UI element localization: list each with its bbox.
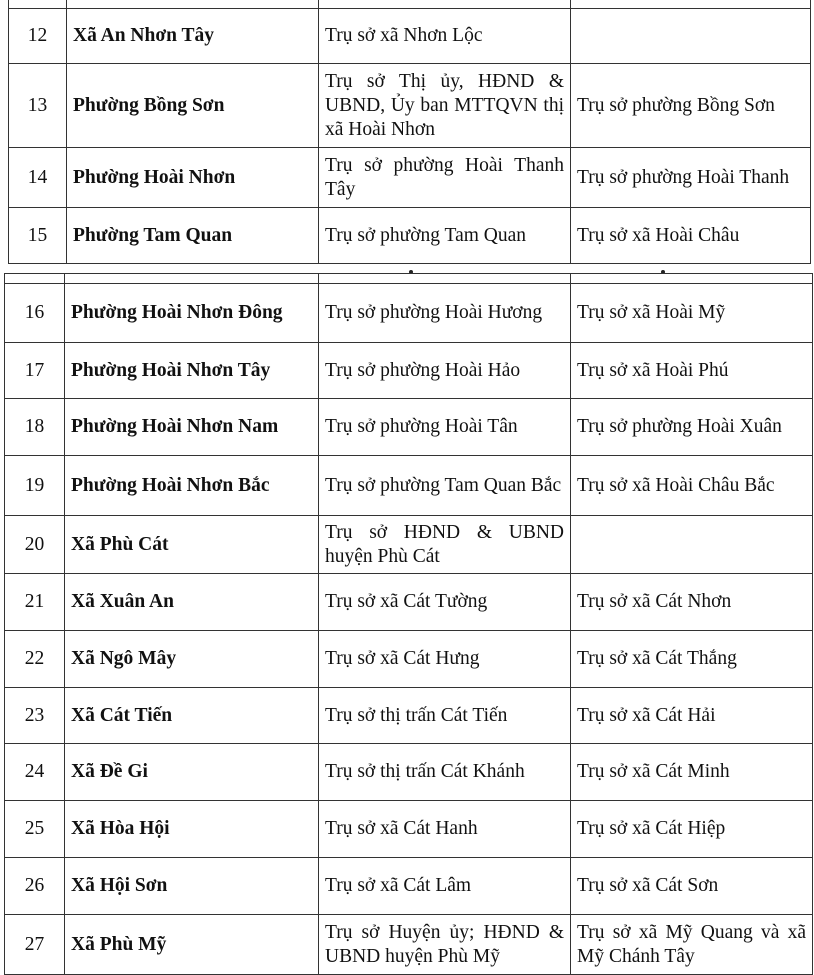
table-row — [5, 744, 813, 801]
admin-units-table-part-2 — [4, 273, 813, 975]
unit-name: Phường Bồng Sơn — [67, 64, 319, 148]
row-number: 22 — [5, 631, 65, 688]
secondary-headquarters — [571, 516, 813, 574]
unit-name: Xã Cát Tiến — [65, 688, 319, 744]
new-headquarters: Trụ sở xã Cát Hưng — [319, 631, 571, 688]
row-number: 14 — [9, 148, 67, 208]
new-headquarters: Trụ sở Huyện ủy; HĐND & UBND huyện Phù Mỹ — [319, 915, 571, 975]
new-headquarters: Trụ sở phường Hoài Thanh Tây — [319, 148, 571, 208]
new-headquarters: Trụ sở thị trấn Cát Tiến — [319, 688, 571, 744]
secondary-headquarters: Trụ sở xã Hoài Châu — [571, 208, 811, 264]
row-number: 16 — [5, 284, 65, 343]
new-headquarters: Trụ sở phường Hoài Hương — [319, 284, 571, 343]
table-row — [5, 274, 813, 284]
secondary-headquarters: Trụ sở xã Cát Minh — [571, 744, 813, 801]
unit-name: Phường Hoài Nhơn Bắc — [65, 456, 319, 516]
table-row — [9, 9, 811, 64]
secondary-headquarters: Trụ sở xã Cát Hiệp — [571, 801, 813, 858]
row-number: 21 — [5, 574, 65, 631]
row-number: 26 — [5, 858, 65, 915]
secondary-headquarters: Trụ sở phường Hoài Xuân — [571, 399, 813, 456]
row-number: 12 — [9, 9, 67, 64]
table-row — [5, 631, 813, 688]
new-headquarters: Trụ sở xã Cát Tường — [319, 574, 571, 631]
table-row — [5, 284, 813, 343]
secondary-headquarters: Trụ sở xã Cát Thắng — [571, 631, 813, 688]
secondary-headquarters: Trụ sở xã Hoài Châu Bắc — [571, 456, 813, 516]
row-number: 18 — [5, 399, 65, 456]
secondary-headquarters: Trụ sở phường Hoài Thanh — [571, 148, 811, 208]
row-number: 13 — [9, 64, 67, 148]
secondary-headquarters: Trụ sở phường Bồng Sơn — [571, 64, 811, 148]
table-row — [5, 574, 813, 631]
secondary-headquarters: Trụ sở xã Cát Hải — [571, 688, 813, 744]
admin-units-table-part-1 — [8, 0, 811, 264]
unit-name: Xã Hòa Hội — [65, 801, 319, 858]
table-row — [9, 148, 811, 208]
unit-name: Xã Xuân An — [65, 574, 319, 631]
secondary-headquarters: Trụ sở xã Mỹ Quang và xã Mỹ Chánh Tây — [571, 915, 813, 975]
table-row — [5, 516, 813, 574]
unit-name: Phường Hoài Nhơn Nam — [65, 399, 319, 456]
table-row — [5, 399, 813, 456]
new-headquarters: Trụ sở xã Cát Lâm — [319, 858, 571, 915]
row-number: 17 — [5, 343, 65, 399]
new-headquarters: Trụ sở phường Tam Quan — [319, 208, 571, 264]
unit-name: Xã Phù Mỹ — [65, 915, 319, 975]
secondary-headquarters: Trụ sở xã Hoài Phú — [571, 343, 813, 399]
unit-name: Phường Tam Quan — [67, 208, 319, 264]
row-number: 15 — [9, 208, 67, 264]
unit-name: Xã Hội Sơn — [65, 858, 319, 915]
new-headquarters: Trụ sở phường Hoài Tân — [319, 399, 571, 456]
new-headquarters: Trụ sở thị trấn Cát Khánh — [319, 744, 571, 801]
table-row — [9, 64, 811, 148]
row-number: 27 — [5, 915, 65, 975]
unit-name: Xã Phù Cát — [65, 516, 319, 574]
row-number: 23 — [5, 688, 65, 744]
table-row — [5, 456, 813, 516]
unit-name: Xã Đề Gi — [65, 744, 319, 801]
unit-name: Xã An Nhơn Tây — [67, 9, 319, 64]
unit-name: Phường Hoài Nhơn — [67, 148, 319, 208]
new-headquarters: Trụ sở xã Nhơn Lộc — [319, 9, 571, 64]
new-headquarters: Trụ sở phường Tam Quan Bắc — [319, 456, 571, 516]
row-number: 24 — [5, 744, 65, 801]
new-headquarters: Trụ sở xã Cát Hanh — [319, 801, 571, 858]
table-row — [9, 208, 811, 264]
table-row — [5, 858, 813, 915]
table-row — [5, 688, 813, 744]
secondary-headquarters: Trụ sở xã Cát Sơn — [571, 858, 813, 915]
table-row — [5, 915, 813, 975]
row-number: 19 — [5, 456, 65, 516]
table-row — [5, 801, 813, 858]
secondary-headquarters: Trụ sở xã Hoài Mỹ — [571, 284, 813, 343]
secondary-headquarters: Trụ sở xã Cát Nhơn — [571, 574, 813, 631]
unit-name: Phường Hoài Nhơn Tây — [65, 343, 319, 399]
table-row — [5, 343, 813, 399]
new-headquarters: Trụ sở Thị ủy, HĐND & UBND, Ủy ban MTTQVN thị xã Hoài Nhơn — [319, 64, 571, 148]
new-headquarters: Trụ sở HĐND & UBND huyện Phù Cát — [319, 516, 571, 574]
unit-name: Xã Ngô Mây — [65, 631, 319, 688]
row-number: 20 — [5, 516, 65, 574]
row-number: 25 — [5, 801, 65, 858]
new-headquarters: Trụ sở phường Hoài Hảo — [319, 343, 571, 399]
table-row — [9, 0, 811, 9]
secondary-headquarters — [571, 9, 811, 64]
unit-name: Phường Hoài Nhơn Đông — [65, 284, 319, 343]
